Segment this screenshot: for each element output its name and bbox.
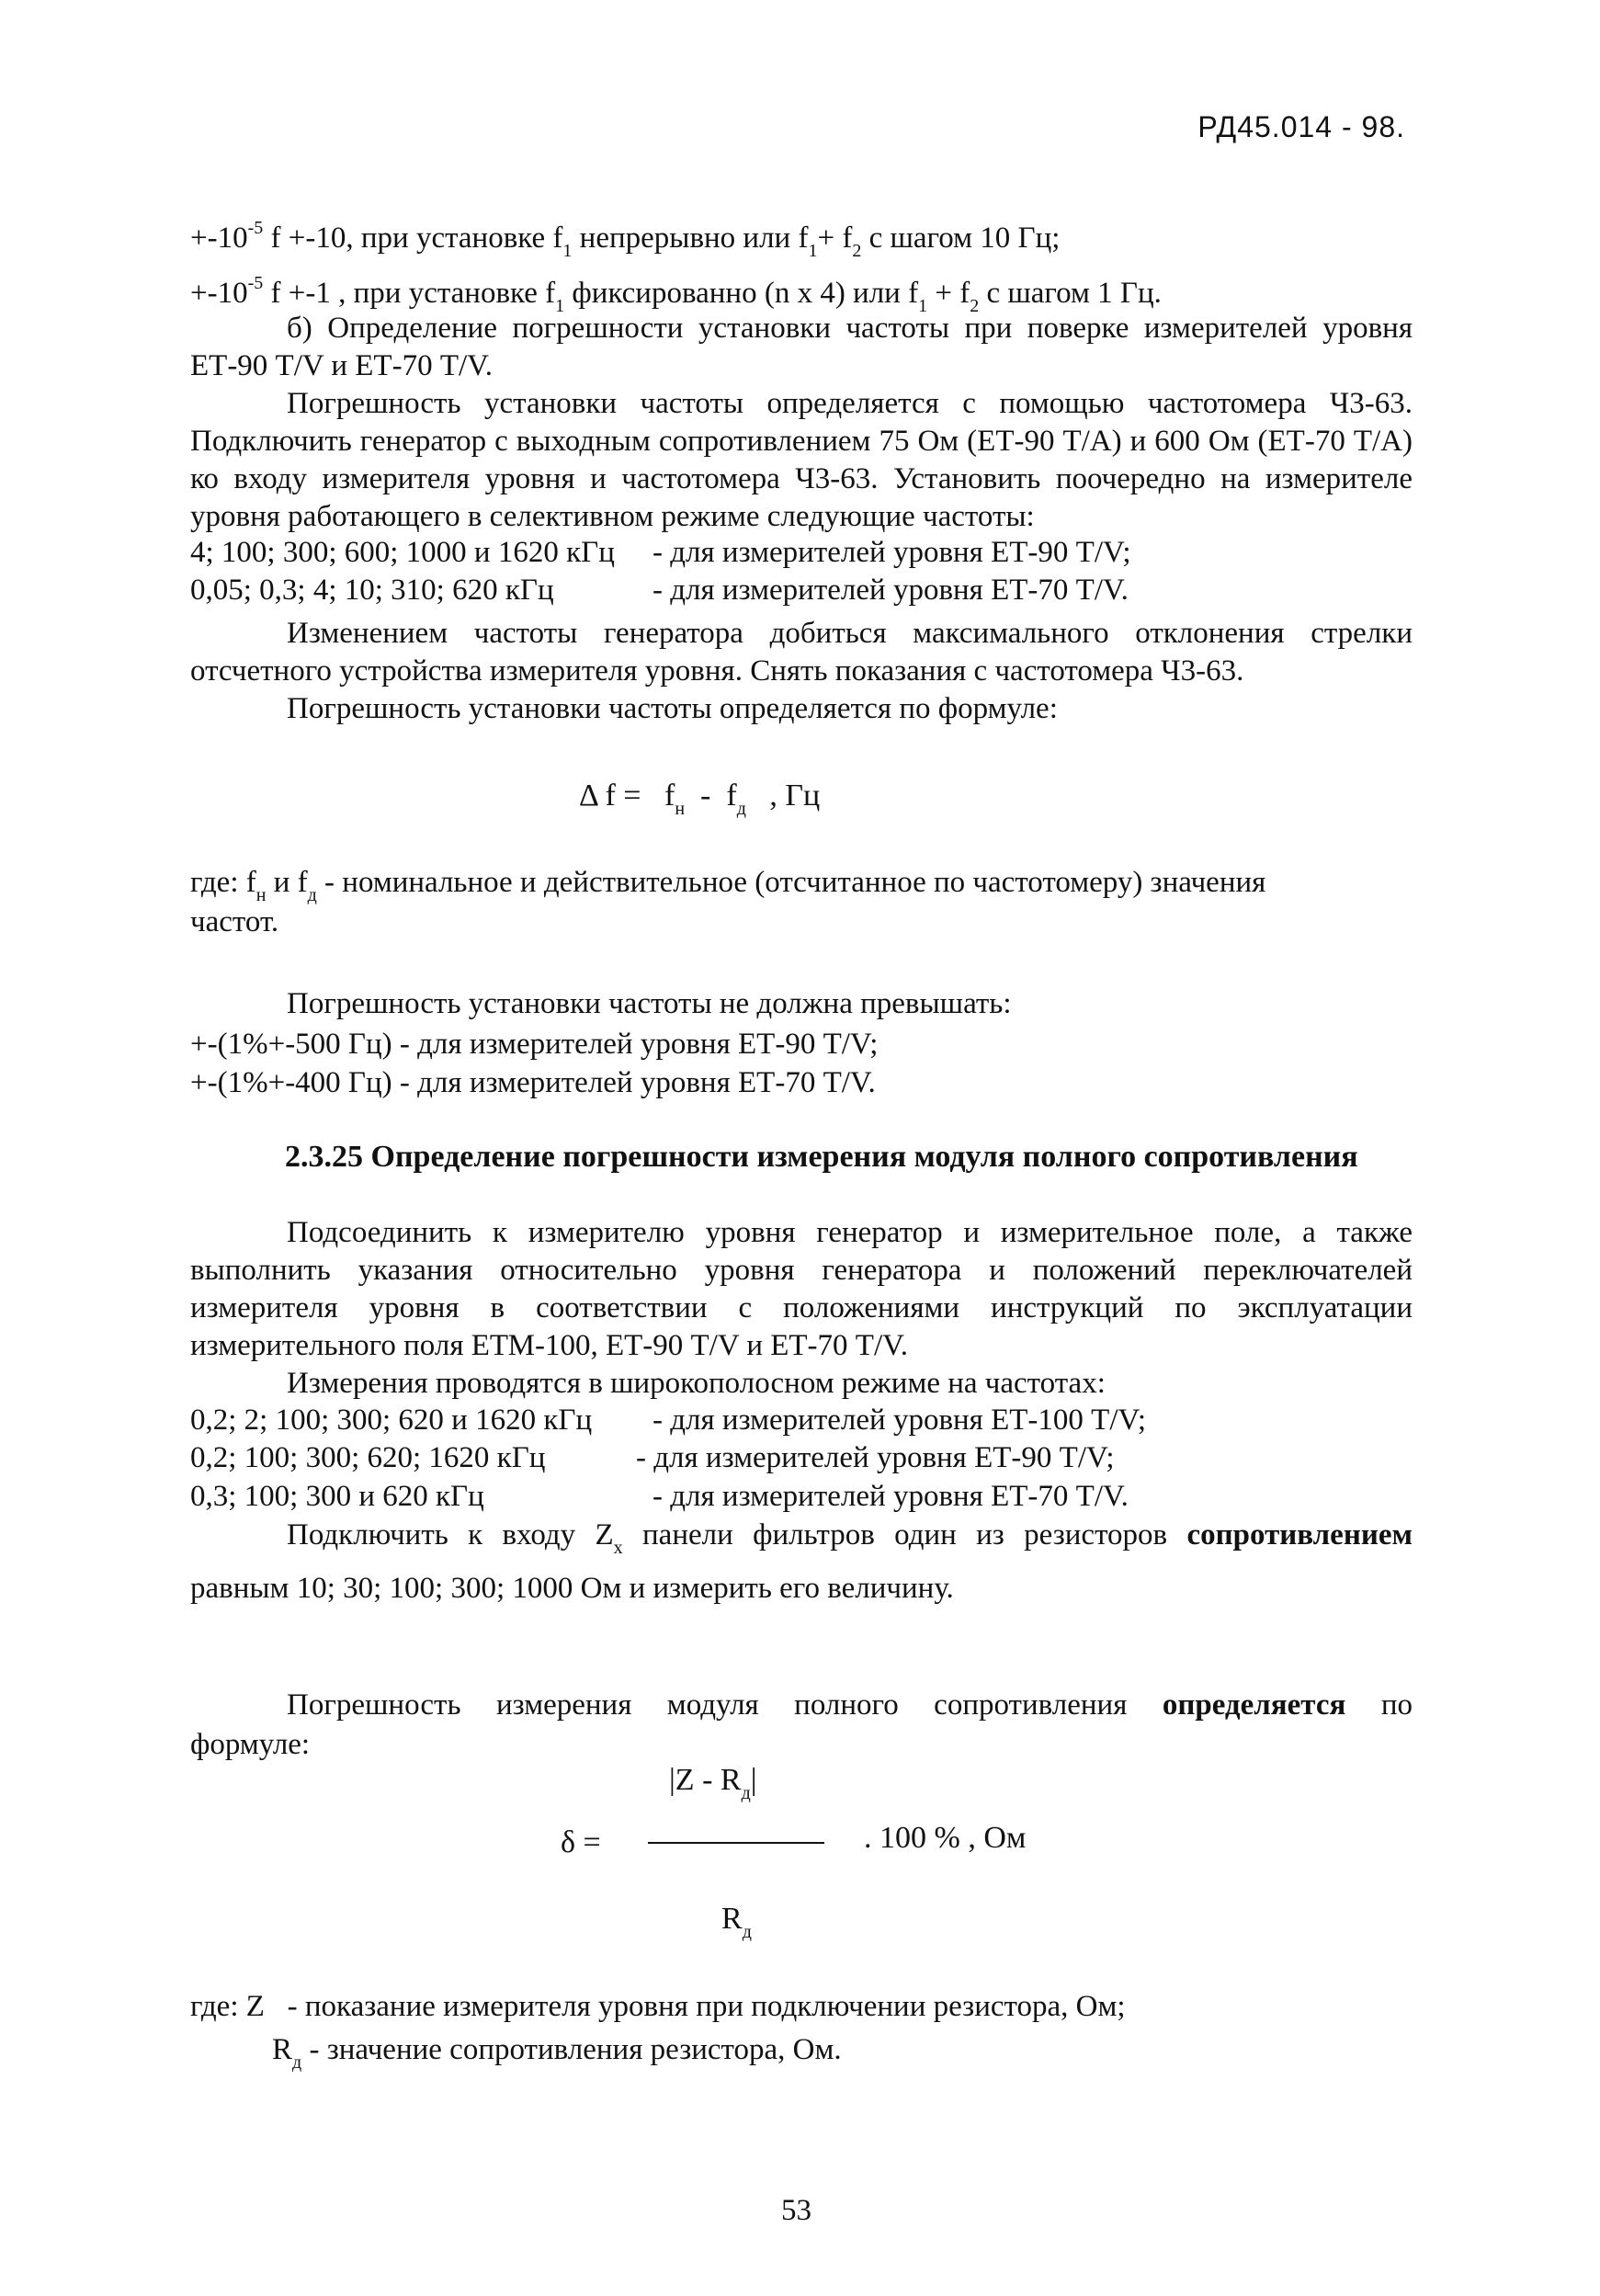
limit-item-2: +-(1%+-400 Гц) - для измерителей уровня ЕТ-70 T/V. xyxy=(190,1066,876,1099)
paragraph-b: б) Определение погрешности установки частоты при поверке измерителей уровня ЕТ-90 T/V и ЕТ-70 T/V. xyxy=(190,312,1413,382)
freq-list-2-item-3: 0,3; 100; 300 и 620 кГц - для измерителей уровня ЕТ-70 T/V. xyxy=(190,1480,1129,1513)
formula-2-legend-r: $R_д$ - значение сопротивления резистора, Ом. xyxy=(272,2033,842,2073)
paragraph-measure: Измерения проводятся в широкополосном режиме на частотах: xyxy=(287,1367,1106,1400)
document-code-header: РД45.014 - 98. xyxy=(1197,110,1405,143)
formula-delta-f: Δ f = $f_н - f_д$ , Гц xyxy=(579,779,821,819)
freq-list-2-item-2: 0,2; 100; 300; 620; 1620 кГц - для измерителей уровня ЕТ-90 T/V; xyxy=(190,1441,1115,1474)
paragraph-change-frequency: Изменением частоты генератора добиться максимального отклонения стрелки отсчетного устройства измерителя уровня. Снять показания с частотомера Ч3-63. xyxy=(190,617,1413,688)
formula-1-legend-cont: частот. xyxy=(190,905,279,938)
formula-1-legend: где: $f_н$ и $f_д$ - номинальное и действительное (отсчитанное по частотомеру) значения xyxy=(190,866,1266,905)
formula-2-multiplier: . 100 % , Ом xyxy=(864,1821,1027,1855)
page-number: 53 xyxy=(781,2194,811,2227)
paragraph-modulus-intro: Погрешность измерения модуля полного сопротивления определяется по xyxy=(287,1688,1413,1722)
freq-list-2-item-1: 0,2; 2; 100; 300; 620 и 1620 кГц - для измерителей уровня ЕТ-100 T/V; xyxy=(190,1404,1147,1437)
paragraph-limit-intro: Погрешность установки частоты не должна превышать: xyxy=(287,987,1012,1020)
freq-list-1-item-1: 4; 100; 300; 600; 1000 и 1620 кГц - для измерителей уровня ЕТ-90 T/V; xyxy=(190,536,1131,569)
freq-list-1-item-2: 0,05; 0,3; 4; 10; 310; 620 кГц - для измерителей уровня ЕТ-70 T/V. xyxy=(190,574,1129,607)
paragraph-connect: Подсоединить к измерителю уровня генератор и измерительное поле, а также выполнить указания относительно уровня генератора и положений переключателей измерителя уровня в соответствии с положениями инструкций по эксплуатации измерительного поля ЕТМ-100, ЕТ-90 T/V и ЕТ-70 T/V. xyxy=(190,1216,1413,1362)
paragraph-zx-cont: равным 10; 30; 100; 300; 1000 Ом и измерить его величину. xyxy=(190,1572,954,1605)
fraction-bar xyxy=(648,1842,824,1844)
tolerance-line-1: $+-10^{-5}$ f +-10, при установке $f_1$ непрерывно или $f_1+ f_2$ с шагом 10 Гц; xyxy=(190,218,1061,261)
formula-2-legend-z: где: Z - показание измерителя уровня при подключении резистора, Ом; xyxy=(190,1990,1126,2023)
paragraph-determination: Погрешность установки частоты определяется с помощью частотомера Ч3-63. Подключить генератор с выходным сопротивлением 75 Ом (ЕТ-90 Т/А) и 600 Ом (ЕТ-70 Т/А) ко входу измерителя уровня и частотомера Ч3-63. Установить поочередно на измерителе уровня работающего в селективном режиме следующие частоты: xyxy=(190,387,1413,533)
limit-item-1: +-(1%+-500 Гц) - для измерителей уровня ЕТ-90 T/V; xyxy=(190,1028,879,1061)
tolerance-line-2: $+-10^{-5}$ f +-1 , при установке $f_1$ фиксированно (n x 4) или $f_1 + f_2$ с шагом 1 Гц. xyxy=(190,273,1162,316)
section-heading: 2.3.25 Определение погрешности измерения модуля полного сопротивления xyxy=(285,1140,1358,1174)
formula-2-lhs: δ = xyxy=(561,1825,601,1859)
formula-2-denominator: $R_д$ xyxy=(721,1902,752,1942)
paragraph-modulus-intro-cont: формуле: xyxy=(190,1728,311,1761)
paragraph-formula-intro: Погрешность установки частоты определяется по формуле: xyxy=(287,692,1058,725)
formula-2-numerator: $|Z - R_д|$ xyxy=(669,1763,757,1803)
paragraph-zx: Подключить к входу $Z_x$ панели фильтров один из резисторов сопротивлением xyxy=(287,1518,1413,1558)
